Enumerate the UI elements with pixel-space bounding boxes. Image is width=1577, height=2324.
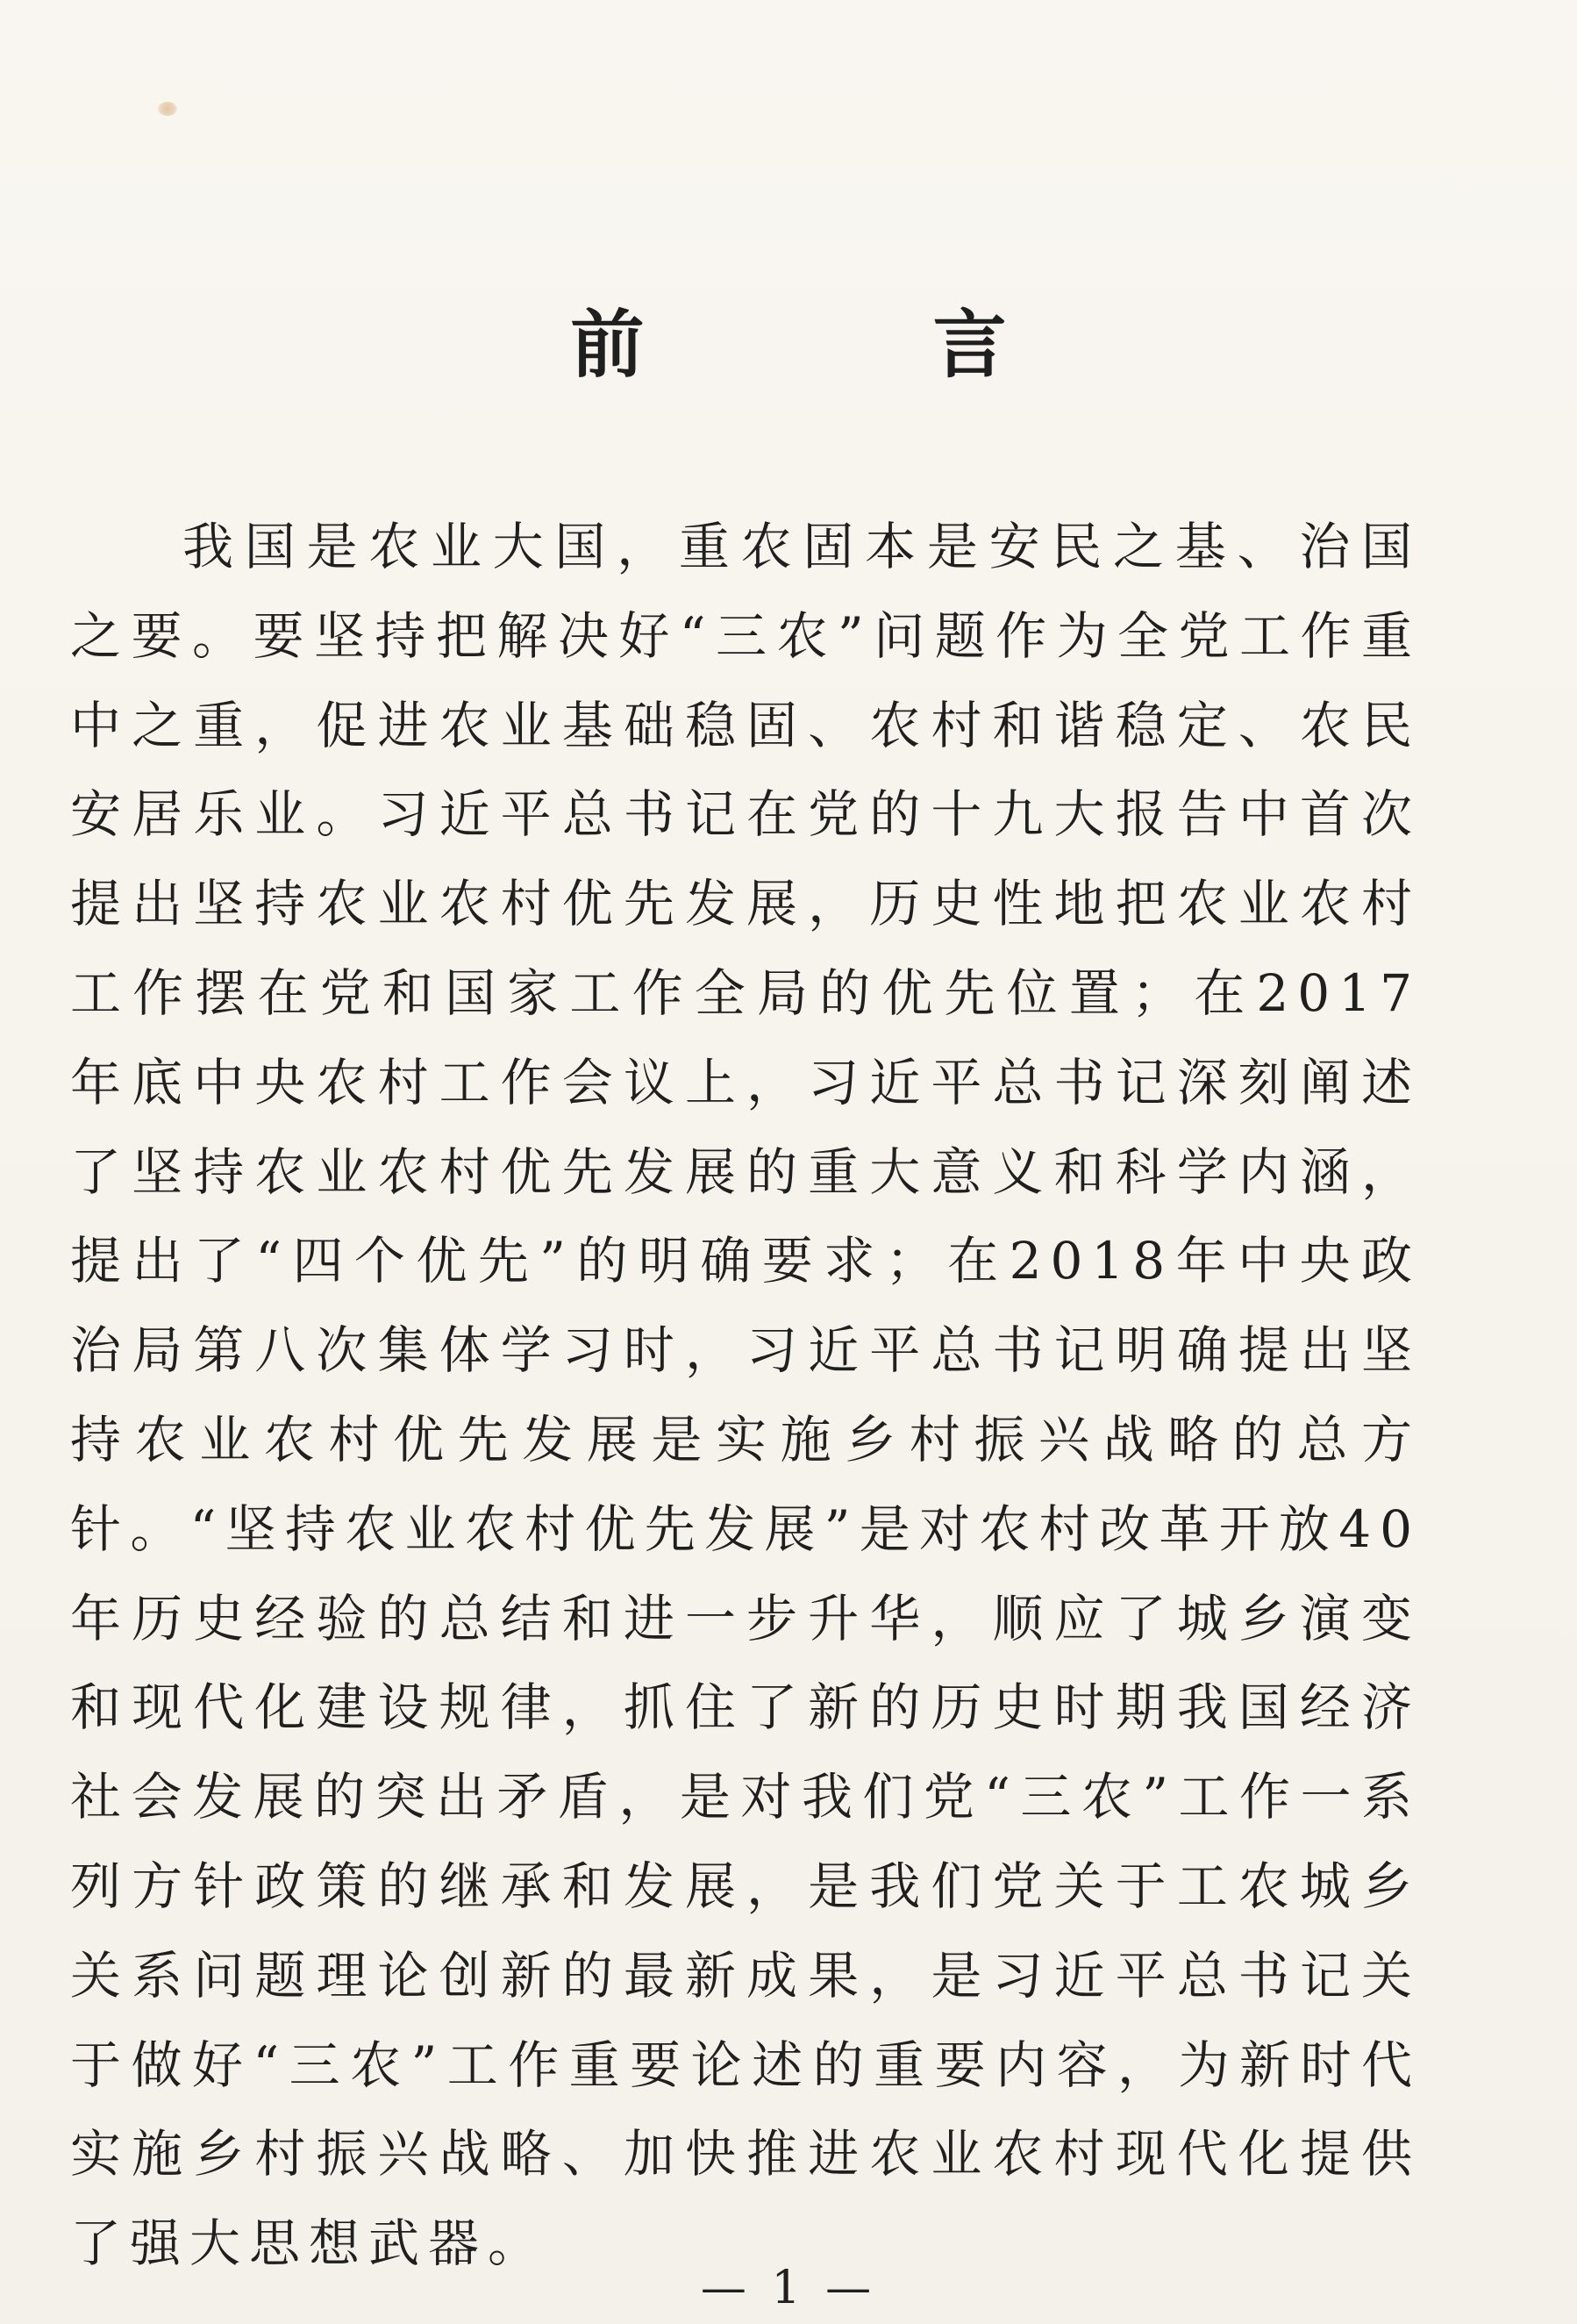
page-number: — 1 — bbox=[700, 2262, 877, 2314]
page-title: 前 言 bbox=[570, 301, 1138, 388]
body-paragraph: 我国是农业大国，重农固本是安民之基、治国之要。要坚持把解决好“三农”问题作为全党工作重中之重，促进农业基础稳固、农村和谐稳定、农民安居乐业。习近平总书记在党的十九大报告中首次提出坚持农业农村优先发展，历史性地把农业农村工作摆在党和国家工作全局的优先位置；在2017年底中央农村工作会议上，习近平总书记深刻阐述了坚持农业农村优先发展的重大意义和科学内涵，提出了“四个优先”的明确要求；在2018年中央政治局第八次集体学习时，习近平总书记明确提出坚持农业农村优先发展是实施乡村振兴战略的总方针。“坚持农业农村优先发展”是对农村改革开放40年历史经验的总结和进一步升华，顺应了城乡演变和现代化建设规律，抓住了新的历史时期我国经济社会发展的突出矛盾，是对我们党“三农”工作一系列方针政策的继承和发展，是我们党关于工农城乡关系问题理论创新的最新成果，是习近平总书记关于做好“三农”工作重要论述的重要内容，为新时代实施乡村振兴战略、加快推进农业农村现代化提供了强大思想武器。 bbox=[70, 517, 1421, 2274]
paper-stain bbox=[158, 102, 177, 116]
